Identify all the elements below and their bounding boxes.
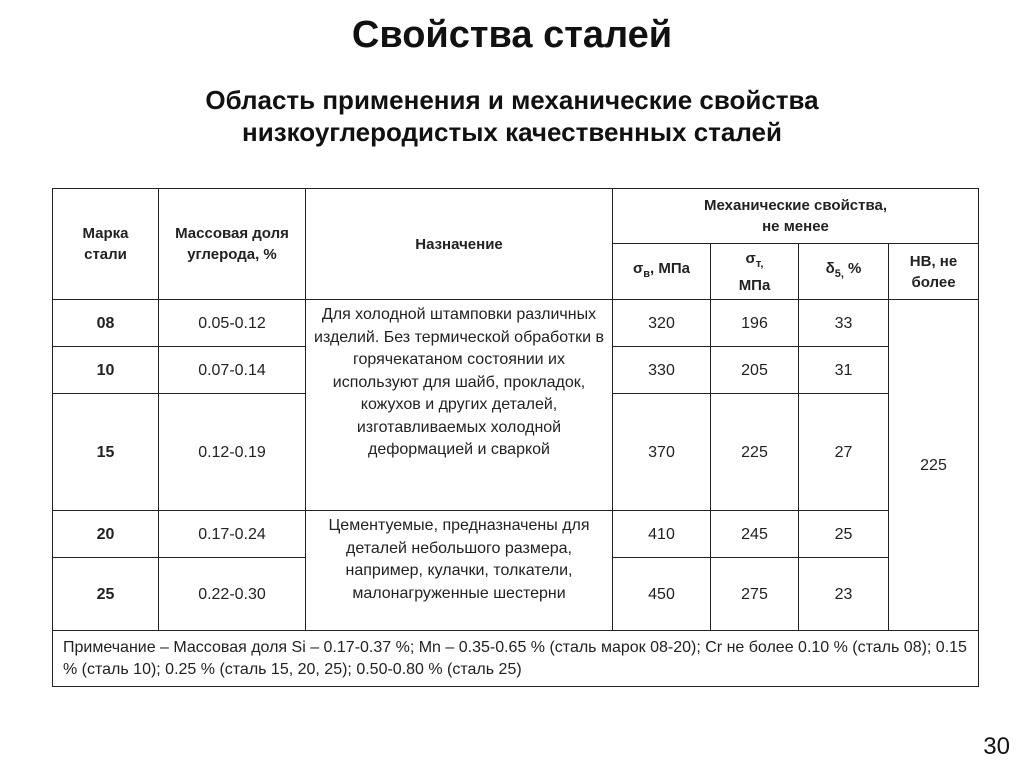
- delta-symbol: δ: [825, 260, 835, 277]
- grade-cell: 10: [53, 347, 159, 394]
- carbon-cell: 0.17-0.24: [159, 511, 306, 558]
- purpose-cell-group-2: Цементуемые, предназначены для деталей небольшого размера, например, кулачки, толкатели, малонагруженные шестерни: [306, 511, 613, 631]
- grade-cell: 25: [53, 558, 159, 631]
- sigma-t-cell: 225: [711, 394, 799, 511]
- header-mechanical: [613, 189, 979, 244]
- delta-subscript: 5,: [834, 268, 844, 280]
- page-subtitle: [0, 84, 1024, 148]
- header-mechanical-line-1: Механические свойства,: [704, 197, 888, 214]
- header-carbon: Массовая доля углерода, %: [159, 189, 306, 300]
- grade-cell: 20: [53, 511, 159, 558]
- sigma-b-cell: 370: [613, 394, 711, 511]
- sigma-b-symbol: σ: [633, 260, 644, 277]
- sigma-t-cell: 245: [711, 511, 799, 558]
- delta-cell: 25: [799, 511, 889, 558]
- header-hb: HB, не более: [889, 244, 979, 300]
- header-purpose: Назначение: [306, 189, 613, 300]
- carbon-cell: 0.12-0.19: [159, 394, 306, 511]
- sigma-t-cell: 275: [711, 558, 799, 631]
- header-sigma-t: [711, 244, 799, 300]
- header-mechanical-line-2: не менее: [762, 218, 829, 235]
- table-row: [53, 300, 979, 347]
- page-number: 30: [983, 733, 1010, 760]
- delta-cell: 27: [799, 394, 889, 511]
- header-sigma-b: [613, 244, 711, 300]
- sigma-t-symbol: σ: [745, 249, 756, 267]
- header-delta: [799, 244, 889, 300]
- delta-cell: 23: [799, 558, 889, 631]
- sigma-b-cell: 320: [613, 300, 711, 347]
- table-row: [53, 511, 979, 558]
- delta-cell: 31: [799, 347, 889, 394]
- delta-cell: 33: [799, 300, 889, 347]
- subtitle-line-2: низкоуглеродистых качественных сталей: [242, 117, 782, 147]
- grade-cell: 15: [53, 394, 159, 511]
- sigma-b-subscript: в: [643, 268, 651, 280]
- sigma-t-cell: 196: [711, 300, 799, 347]
- sigma-b-cell: 410: [613, 511, 711, 558]
- sigma-t-unit: МПа: [738, 276, 771, 294]
- sigma-b-cell: 330: [613, 347, 711, 394]
- header-grade: Марка стали: [53, 189, 159, 300]
- hb-cell: 225: [889, 300, 979, 631]
- steel-properties-table: [52, 188, 979, 687]
- page-title: Свойства сталей: [351, 14, 673, 56]
- sigma-t-cell: 205: [711, 347, 799, 394]
- carbon-cell: 0.05-0.12: [159, 300, 306, 347]
- sigma-b-cell: 450: [613, 558, 711, 631]
- note-row: [53, 631, 979, 687]
- purpose-cell-group-1: Для холодной штамповки различных изделий. Без термической обработки в горячекатаном состоянии их используют для шайб, прокладок, кожухов и других деталей, изготавливаемых холодной деформацией и сваркой: [306, 300, 613, 511]
- subtitle-line-1: Область применения и механические свойства: [205, 85, 819, 115]
- carbon-cell: 0.07-0.14: [159, 347, 306, 394]
- carbon-cell: 0.22-0.30: [159, 558, 306, 631]
- grade-cell: 08: [53, 300, 159, 347]
- header-row-1: [53, 189, 979, 244]
- note-cell: Примечание – Массовая доля Si – 0.17-0.37 %; Mn – 0.35-0.65 % (сталь марок 08-20); Cr не более 0.10 % (сталь 08); 0.15 % (сталь 10); 0.25 % (сталь 15, 20, 25); 0.50-0.80 % (сталь 25): [53, 631, 979, 687]
- sigma-b-unit: , МПа: [650, 260, 690, 277]
- delta-unit: %: [843, 260, 862, 277]
- sigma-t-subscript: т,: [755, 257, 764, 270]
